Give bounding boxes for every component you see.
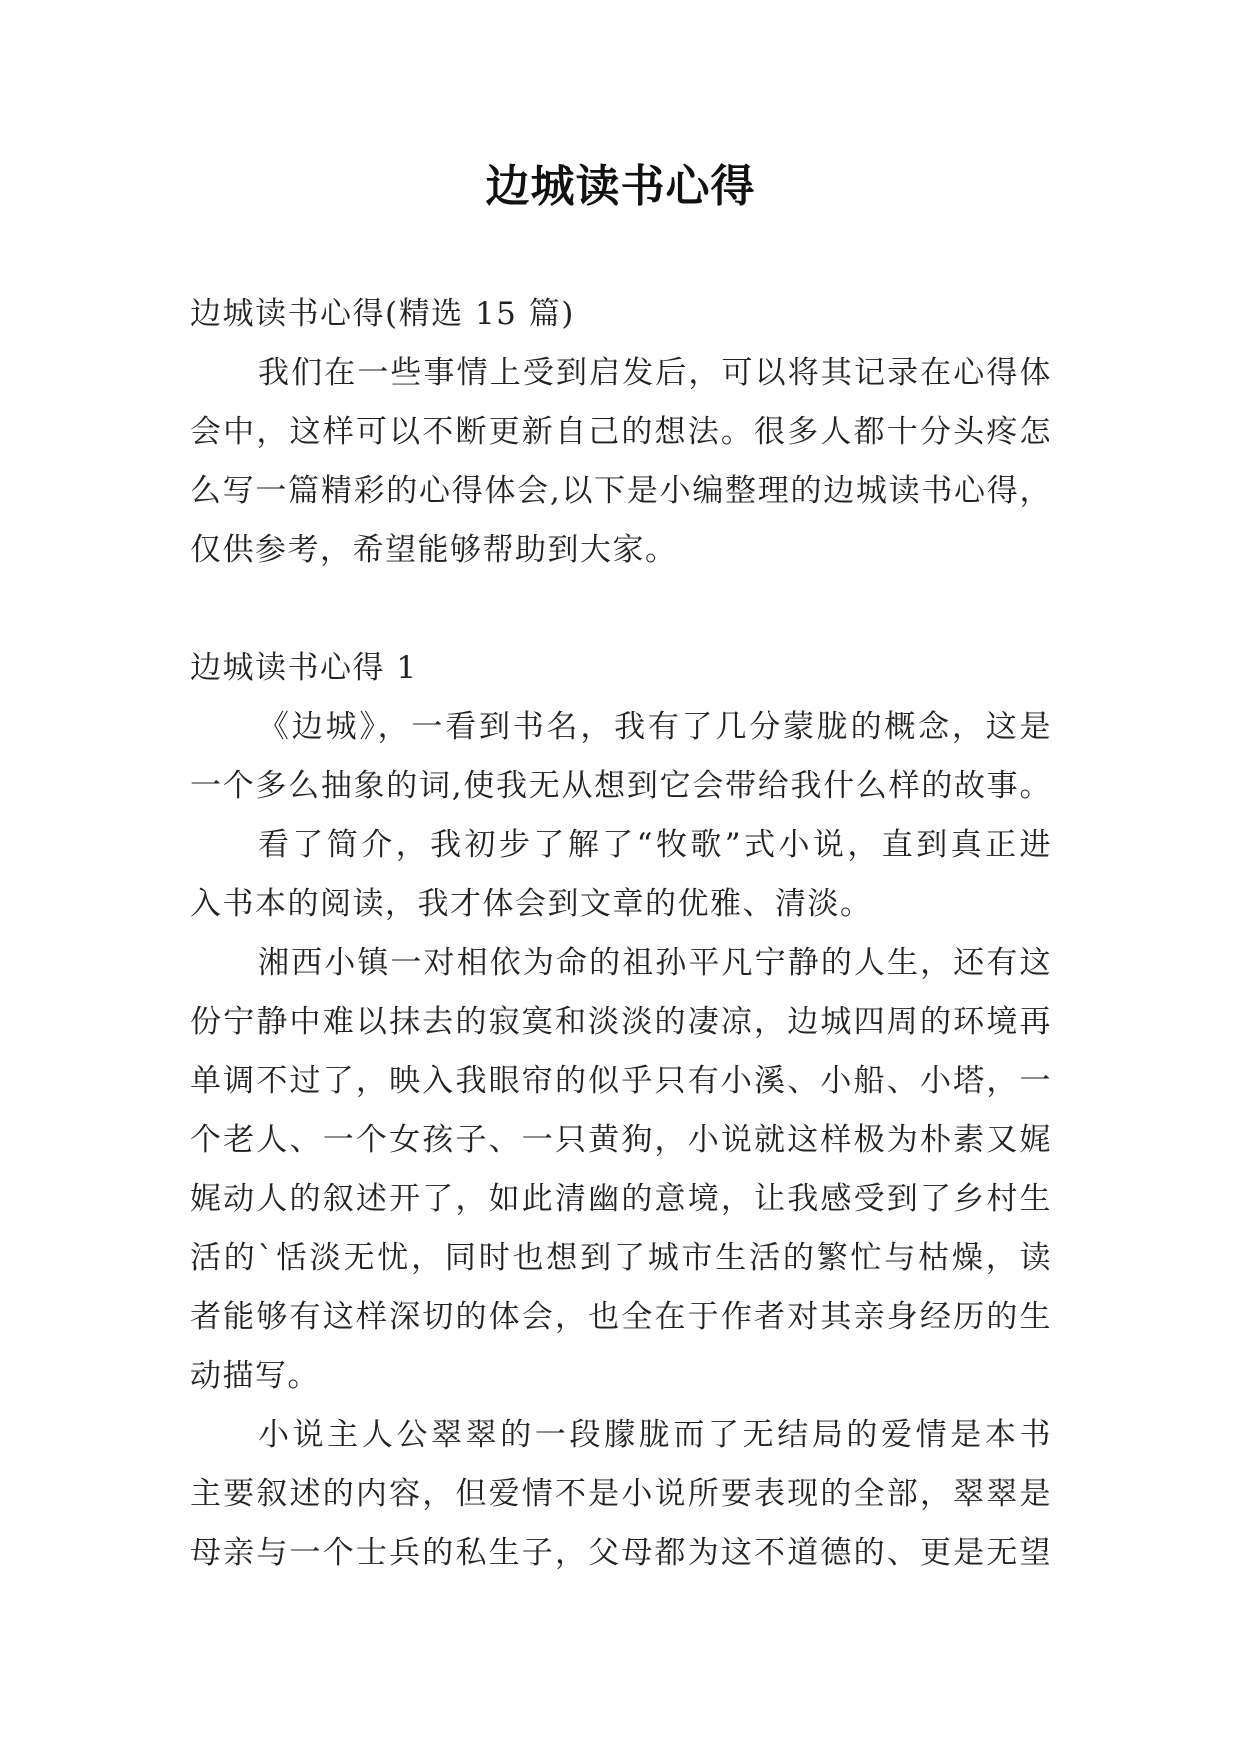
paragraph-1 [190,698,1052,816]
paragraph-line: 单调不过了，映入我眼帘的似乎只有小溪、小船、小塔，一 [190,1063,1052,1099]
paragraph-line: 看了简介，我初步了解了“牧歌”式小说，直到真正进 [258,827,1052,863]
paragraph-line: 一个多么抽象的词,使我无从想到它会带给我什么样的故事。 [190,768,1052,804]
paragraph-line: 个老人、一个女孩子、一只黄狗，小说就这样极为朴素又娓 [190,1122,1052,1158]
paragraph-line: 湘西小镇一对相依为命的祖孙平凡宁静的人生，还有这 [258,945,1052,981]
paragraph-line: 者能够有这样深切的体会，也全在于作者对其亲身经历的生 [190,1299,1052,1335]
paragraph-line: 我们在一些事情上受到启发后，可以将其记录在心得体 [258,355,1052,391]
paragraph-line: 仅供参考，希望能够帮助到大家。 [190,532,678,568]
paragraph-line: 娓动人的叙述开了，如此清幽的意境，让我感受到了乡村生 [190,1181,1052,1217]
paragraph-line: 母亲与一个士兵的私生子，父母都为这不道德的、更是无望 [190,1535,1052,1571]
paragraph-line: 小说主人公翠翠的一段朦胧而了无结局的爱情是本书 [258,1417,1052,1453]
section-heading: 边城读书心得 1 [190,650,418,686]
paragraph-4 [190,1406,1052,1583]
paragraph-line: 份宁静中难以抹去的寂寞和淡淡的凄凉，边城四周的环境再 [190,1004,1052,1040]
paragraph-line: 活的`恬淡无忧，同时也想到了城市生活的繁忙与枯燥，读 [190,1240,1052,1276]
intro-paragraph [190,344,1052,580]
paragraph-line: 入书本的阅读，我才体会到文章的优雅、清淡。 [190,886,873,922]
document-subtitle: 边城读书心得(精选 15 篇) [190,296,575,332]
document-body [190,285,1052,1583]
paragraph-2 [190,816,1052,934]
document-title: 边城读书心得 [485,161,756,212]
paragraph-line: 主要叙述的内容，但爱情不是小说所要表现的全部，翠翠是 [190,1476,1052,1512]
paragraph-line: 动描写。 [190,1358,320,1394]
paragraph-line: 《边城》，一看到书名，我有了几分蒙胧的概念，这是 [258,709,1052,745]
paragraph-line: 么写一篇精彩的心得体会,以下是小编整理的边城读书心得， [190,473,1052,509]
blank-line [190,580,1052,639]
paragraph-3 [190,934,1052,1406]
paragraph-line: 会中，这样可以不断更新自己的想法。很多人都十分头疼怎 [190,414,1052,450]
